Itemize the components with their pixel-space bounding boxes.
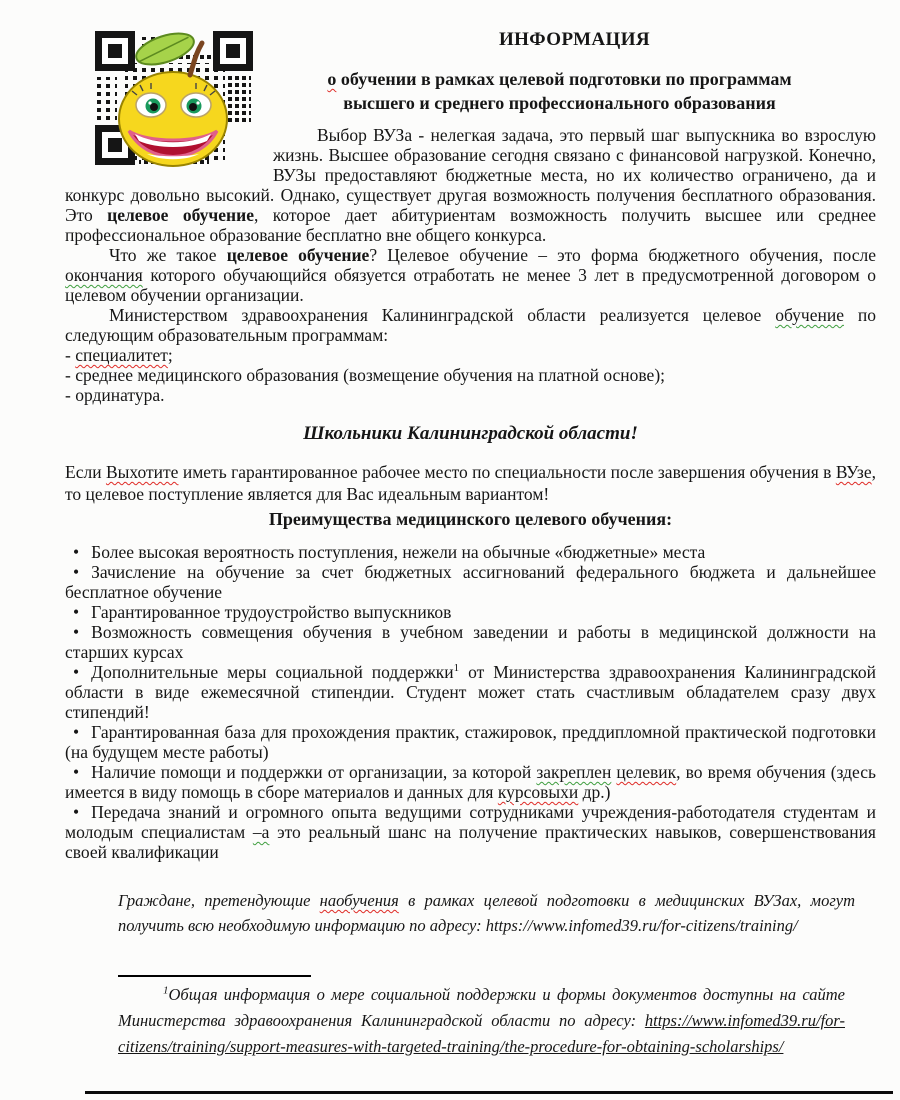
page-title: ИНФОРМАЦИЯ [498, 29, 651, 50]
text-segment: обучении в рамках целевой подготовки по программам [336, 69, 792, 89]
program-list [65, 345, 876, 405]
apple-illustration [119, 27, 227, 166]
bullet-marker: • [73, 562, 80, 582]
text-segment: 1 [163, 984, 169, 997]
advantage-item [65, 762, 876, 802]
grammar-marked-word: окончания [65, 265, 143, 285]
qr-position-marker [213, 31, 253, 71]
advantage-item [65, 662, 876, 722]
footnote-separator [118, 975, 311, 977]
text-segment: по следующим образовательным программам: [65, 305, 876, 345]
qr-code-apple-image [95, 27, 253, 169]
targeted-admission-paragraph [65, 461, 876, 505]
spellcheck-marked-word: ВУзе [835, 462, 872, 482]
text-segment: целевое обучение [226, 245, 370, 265]
page-bottom-border [85, 1091, 893, 1094]
footnote-link[interactable]: https://www.infomed39.ru/for-citizens/training/support-measures-with-targeted-training/the-procedure-for-obtaining-scholarships/ [118, 1011, 845, 1056]
advantage-item [65, 602, 876, 622]
advantages-list [65, 542, 876, 862]
spellcheck-marked-word: Выхотите [105, 462, 179, 482]
text-segment: Гарантированная база для прохождения практик, стажировок, преддипломной практической подготовки (на будущем месте работы) [65, 722, 876, 762]
subtitle-line-2: высшего и среднего профессионального образования [343, 93, 776, 113]
program-item [65, 365, 876, 385]
text-segment: - среднее медицинского образования (возмещение обучения на платной основе); [65, 365, 666, 385]
ministry-paragraph [65, 305, 876, 345]
bullet-marker: • [73, 762, 80, 782]
text-segment: которого обучающийся обязуется отработать не менее 3 лет в предусмотренной договором о целевом обучении организации. [65, 265, 876, 305]
advantage-item [65, 562, 876, 602]
school-heading: Школьники Калининградской области! [303, 423, 638, 444]
spellcheck-marked-word: целевик [616, 762, 677, 782]
spellcheck-marked-word: о [327, 69, 337, 89]
text-segment: Что же такое [109, 245, 227, 265]
subtitle-line-1 [327, 69, 791, 89]
bullet-marker: • [73, 622, 80, 642]
text-segment: Наличие помощи и поддержки от организации, за которой [91, 762, 537, 782]
program-item [65, 345, 876, 365]
text-segment: , во время обучения (здесь имеется в виду помощь в сборе материалов и данных для [65, 762, 876, 802]
text-segment: - ординатура. [65, 385, 165, 405]
advantage-item [65, 622, 876, 662]
text-segment: Граждане, претендующие [118, 891, 320, 910]
text-segment: от Министерства здравоохранения Калининградской области в виде ежемесячной стипендии. Студент может стать счастливым обладателем сразу двух стипендий! [65, 662, 876, 722]
text-segment: - [65, 345, 76, 365]
advantage-item [65, 802, 876, 862]
bullet-marker: • [73, 602, 80, 622]
text-segment: Если [65, 462, 106, 482]
text-segment: Гарантированное трудоустройство выпускников [91, 602, 452, 622]
footnote-text [118, 982, 845, 1060]
text-segment: Общая информация о мере социальной поддержки и формы документов доступны на сайте Министерства здравоохранения Калининградской области по адресу: [118, 985, 845, 1030]
grammar-marked-word: закреплен [536, 762, 612, 782]
text-segment: в рамках целевой подготовки в медицинских ВУЗах, могут получить всю необходимую информацию по адресу: https://www.infomed39.ru/for-citizens/training/ [118, 891, 855, 935]
spellcheck-marked-word: курсовыхи [497, 782, 579, 802]
qr-position-marker [95, 31, 135, 71]
text-segment: Дополнительные меры социальной поддержки [91, 662, 454, 682]
advantage-item [65, 722, 876, 762]
program-item [65, 385, 876, 405]
text-segment: Более высокая вероятность поступления, нежели на обычные «бюджетные» места [91, 542, 706, 562]
text-segment: иметь гарантированное рабочее место по специальности после завершения обучения в [178, 462, 836, 482]
text-segment: др.) [578, 782, 611, 802]
bullet-marker: • [73, 802, 80, 822]
spellcheck-marked-word: специалитет [75, 345, 168, 365]
text-segment: , то целевое поступление является для Вас идеальным вариантом! [65, 462, 876, 504]
text-segment: ? Целевое обучение – это форма бюджетного обучения, после [369, 245, 876, 265]
text-segment: Зачисление на обучение за счет бюджетных ассигнований федерального бюджета и дальнейшее бесплатное обучение [65, 562, 876, 602]
qr-modules [97, 77, 117, 123]
advantages-heading: Преимущества медицинского целевого обучения: [268, 509, 673, 529]
grammar-marked-word: обучение [775, 305, 844, 325]
bullet-marker: • [73, 662, 80, 682]
text-segment: Возможность совмещения обучения в учебном заведении и работы в медицинской должности на старших курсах [65, 622, 876, 662]
citizens-paragraph [118, 888, 855, 938]
text-segment: целевое обучение [107, 205, 254, 225]
text-segment: Министерством здравоохранения Калининградской области реализуется целевое [109, 305, 776, 325]
text-segment: Передача знаний и огромного опыта ведущими сотрудниками учреждения-работодателя студентам и молодым специалистам [65, 802, 876, 842]
spellcheck-marked-word: наобучения [319, 891, 399, 910]
advantage-item [65, 542, 876, 562]
grammar-marked-word: –а [252, 822, 270, 842]
text-segment: это реальный шанс на получение практических навыков, совершенствования своей квалификации [65, 822, 876, 862]
definition-paragraph [65, 245, 876, 305]
qr-modules [227, 75, 251, 125]
bullet-marker: • [73, 722, 80, 742]
text-segment: Выбор ВУЗа - нелегкая задача, это первый шаг выпускника во взрослую жизнь. Высшее образование сегодня связано с финансовой нагрузкой. Конечно, ВУЗы предоставляют бюджетные места, но их количество ограничено, да и конкурс довольно высокий. Однако, существует другая возможность получения бесплатного образования. Это [65, 125, 876, 225]
bullet-marker: • [73, 542, 80, 562]
text-segment: , которое дает абитуриентам возможность получить высшее или среднее профессиональное образование бесплатно вне общего конкурса. [65, 205, 876, 245]
text-segment: ; [167, 345, 173, 365]
text-segment: 1 [453, 662, 460, 675]
